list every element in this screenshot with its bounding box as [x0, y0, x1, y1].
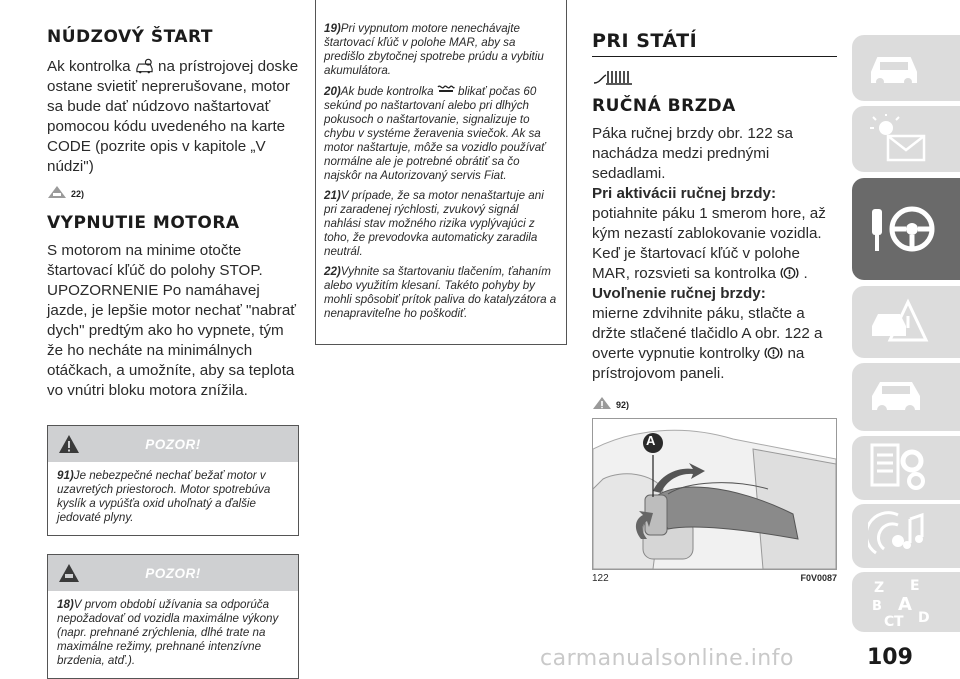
svg-text:Z: Z	[874, 580, 885, 596]
caution-car-icon	[47, 185, 67, 199]
warning-header	[48, 555, 298, 591]
handbrake-figure	[592, 418, 837, 570]
reference-row	[592, 396, 837, 410]
tab-warning-lights[interactable]	[852, 106, 960, 172]
heading-engine-off: VYPNUTIE MOTORA	[47, 213, 240, 233]
paragraph-notice: UPOZORNENIE Po namáhavej jazde, je lepšie motor nechať "nabrať dych" predtým ako ho vypnete, tým že ho necháte na minimálnych otáčkach, a umožníte, aby sa teplota vo vnútri bloku motora znížila.	[47, 282, 296, 399]
handbrake-illustration	[593, 419, 836, 569]
tab-multimedia[interactable]	[852, 504, 960, 568]
paragraph-release: mierne zdvihnite páku, stlačte a držte stlačené tlačidlo A obr. 122 a overte vypnutie kontrolky na prístrojovom paneli.	[592, 305, 823, 382]
figure-code: F0V0087	[800, 573, 837, 583]
tab-maintenance[interactable]	[852, 363, 960, 431]
svg-text:T: T	[894, 614, 904, 628]
immobilizer-warning-icon	[135, 58, 154, 74]
tab-emergency[interactable]	[852, 286, 960, 358]
alphabetical-index-icon	[868, 576, 934, 628]
activation-title: Pri aktivácii ručnej brzdy:	[592, 185, 777, 202]
svg-text:B: B	[872, 599, 882, 614]
warning-lights-icon	[868, 114, 928, 164]
release-title: Uvoľnenie ručnej brzdy:	[592, 285, 766, 302]
warning-box-2	[47, 554, 299, 679]
note-21: 21)V prípade, že sa motor nenaštartuje ani pri zaradenej rýchlosti, zvukový signál nahlási stav možného rizika vyplývajúci z toho, že prevodovka automaticky zaradila neutrál.	[324, 189, 544, 258]
car-maintenance-icon	[868, 372, 930, 422]
reference-number: 22)	[71, 189, 85, 199]
page-number: 109	[867, 645, 913, 670]
warning-header	[48, 426, 298, 462]
brake-warning-icon	[764, 345, 783, 361]
heading-handbrake: RUČNÁ BRZDA	[592, 96, 736, 116]
warning-text: 18)V prvom období užívania sa odporúča nepožadovať od vozidla maximálne výkony (napr. prehnané zrýchlenia, dlhé trate na maximálne režimy, prehnané intenzívne brzdenia, atď.).	[57, 598, 279, 667]
svg-text:A: A	[898, 594, 912, 615]
reference-number: 92)	[616, 400, 630, 410]
warning-title: POZOR!	[145, 565, 201, 581]
paragraph-engine-off: S motorom na minime otočte štartovací kľúč do polohy STOP.	[47, 242, 263, 279]
multimedia-icon	[868, 509, 930, 563]
notes-box	[315, 0, 567, 345]
warning-text: 91)Je nebezpečné nechať bežať motor v uzavretých priestoroch. Motor spotrebúva kyslík a vypúšťa oxid uhoľnatý a ďalšie jedovaté plyny.	[57, 469, 271, 524]
figure-label-a: A	[646, 433, 656, 448]
glow-plug-icon	[437, 84, 455, 96]
paragraph-handbrake-location: Páka ručnej brzdy obr. 122 sa nachádza medzi prednými sedadlami.	[592, 125, 793, 182]
note-20: 20)Ak bude kontrolka blikať počas 60 sekúnd po naštartovaní alebo pri dlhých pokusoch o naštartovanie, signalizuje to chybu v systéme žeravenia sviečok. Ak sa motor naštartuje, môže sa vozidlo používať normálne ale je potrebné obrátiť sa čo najskôr na Autorizovaný servis Fiat.	[324, 85, 546, 182]
key-steering-wheel-icon	[868, 199, 938, 259]
tab-dashboard[interactable]	[852, 35, 960, 101]
tab-technical-data[interactable]	[852, 436, 960, 500]
warning-triangle-icon	[58, 433, 80, 455]
svg-text:E: E	[910, 578, 920, 594]
svg-text:C: C	[884, 614, 895, 628]
tab-starting-driving[interactable]	[852, 178, 960, 280]
figure-caption	[592, 573, 837, 584]
note-19: 19)Pri vypnutom motore nenechávajte štartovací kľúč v polohe MAR, aby sa predišlo zbytočnej spotrebe prúdu a vybitiu akumulátora.	[324, 22, 544, 77]
column-3	[592, 0, 837, 584]
paragraph-emergency-start: Ak kontrolka na prístrojovej doske ostane svietiť neprerušovane, motor sa bude dať núdzovo naštartovať pomocou kódu uvedeného na karte CODE (pozrite opis v kapitole „V núdzi")	[47, 58, 299, 175]
column-1	[47, 0, 299, 679]
reference-row	[47, 185, 299, 199]
tools-gears-icon	[868, 441, 932, 495]
figure-number: 122	[592, 573, 609, 584]
warning-triangle-icon	[592, 396, 612, 410]
warning-title: POZOR!	[145, 436, 201, 452]
car-dashboard-icon	[868, 48, 920, 88]
watermark-text: carmanualsonline.info	[540, 646, 794, 671]
heading-parking: PRI STÁTÍ	[592, 30, 837, 57]
caution-car-icon	[58, 562, 80, 584]
handbrake-section-icon	[592, 67, 638, 87]
paragraph-activation: potiahnite páku 1 smerom hore, až kým nezastí zablokovanie vozidla. Keď je štartovací kľúč v polohe MAR, rozsvieti sa kontrolka .	[592, 205, 826, 282]
brake-warning-icon	[780, 265, 799, 281]
warning-box-1	[47, 425, 299, 536]
car-accident-icon	[868, 296, 930, 348]
tab-index[interactable]	[852, 572, 960, 632]
svg-text:D: D	[918, 610, 930, 626]
heading-emergency-start: NÚDZOVÝ ŠTART	[47, 27, 213, 47]
note-22: 22)Vyhnite sa štartovaniu tlačením, ťahaním alebo využitím klesaní. Takéto pohyby by mohli spôsobiť prítok paliva do katalyzátora a nenapraviteľne ho poškodiť.	[324, 265, 557, 320]
